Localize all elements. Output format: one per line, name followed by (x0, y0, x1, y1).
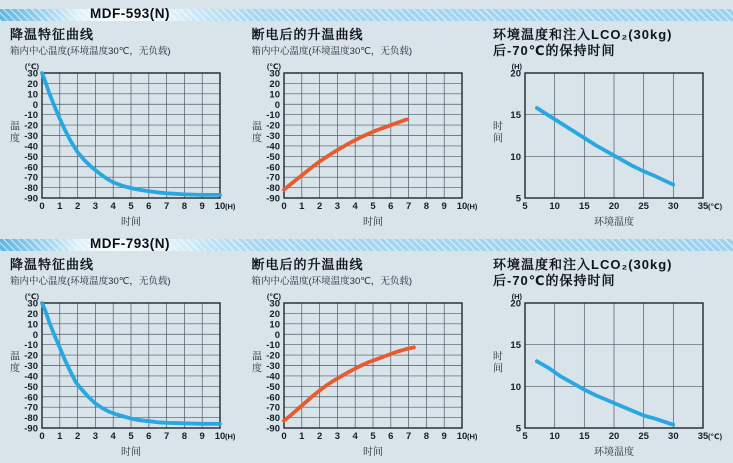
y-tick-label: -50 (265, 151, 280, 163)
x-tick-label: 5 (128, 201, 134, 212)
y-tick-label: 5 (515, 193, 521, 205)
x-tick-label: 30 (668, 431, 679, 442)
x-tick-label: 9 (199, 431, 205, 442)
model-band-793 (0, 236, 733, 251)
x-tick-label: 5 (369, 431, 376, 442)
panel-cooling-793 (8, 257, 244, 461)
y-tick-label: 20 (27, 78, 38, 90)
catalog-page (0, 6, 733, 461)
panel-head (252, 27, 486, 61)
y-tick-label: 20 (268, 78, 280, 90)
x-tick-label: 10 (214, 431, 226, 442)
x-tick-label: 20 (608, 201, 620, 212)
y-tick-label: -50 (24, 151, 38, 163)
y-tick-label: -40 (24, 371, 38, 383)
y-tick-label: -90 (24, 423, 38, 435)
x-axis-title: 时间 (362, 217, 383, 228)
x-tick-label: 10 (456, 431, 467, 442)
x-tick-label: 0 (280, 431, 287, 442)
x-tick-label: 30 (668, 201, 679, 212)
x-axis-unit: (H) (225, 432, 236, 441)
data-curve (284, 347, 414, 420)
x-tick-label: 4 (110, 201, 116, 212)
y-tick-label: -60 (265, 392, 280, 404)
x-axis-unit: (H) (466, 202, 477, 211)
panel-head (10, 257, 244, 291)
y-tick-label: -90 (265, 423, 280, 435)
x-axis-title: 环境温度 (594, 217, 634, 228)
chart-row-593 (0, 27, 733, 231)
x-tick-label: 1 (57, 431, 63, 442)
y-axis-unit: (H) (511, 62, 522, 71)
y-tick-label: 0 (274, 329, 280, 341)
y-tick-label: -30 (24, 361, 38, 372)
x-tick-label: 25 (638, 201, 649, 212)
y-tick-label: -50 (265, 381, 280, 393)
y-tick-label: 15 (510, 340, 521, 352)
x-tick-label: 1 (298, 431, 304, 442)
y-tick-label: 10 (268, 89, 280, 101)
x-axis-unit: (H) (466, 432, 477, 441)
chart-subtitle: 箱内中心温度(环境温度30℃，无负载) (10, 46, 171, 57)
x-tick-label: 10 (549, 431, 560, 442)
model-name-793: MDF-793(N) (90, 236, 171, 251)
y-tick-label: -90 (24, 193, 38, 205)
x-tick-label: 1 (57, 201, 63, 212)
y-axis-unit: (℃) (266, 292, 281, 301)
x-tick-label: 6 (146, 201, 152, 212)
x-axis-unit: (H) (225, 202, 236, 211)
panel-cooling-593 (8, 27, 244, 231)
y-tick-label: -40 (265, 371, 280, 383)
data-curve (284, 119, 407, 189)
x-tick-label: 6 (387, 201, 393, 212)
y-tick-label: 10 (510, 151, 521, 163)
x-tick-label: 9 (441, 201, 447, 212)
panel-holdtime-593 (491, 27, 727, 231)
x-tick-label: 5 (369, 201, 376, 212)
y-tick-label: 30 (268, 68, 280, 80)
x-tick-label: 10 (549, 201, 560, 212)
x-axis-title: 时间 (362, 447, 383, 458)
y-axis-unit: (℃) (266, 62, 281, 71)
y-tick-label: -80 (265, 413, 280, 425)
warming-curve-chart-793 (250, 291, 483, 461)
chart-subtitle: 箱内中心温度(环境温度30℃，无负载) (251, 276, 413, 287)
y-axis-unit: (℃) (24, 292, 39, 301)
y-tick-label: -70 (265, 172, 280, 184)
model-name-593: MDF-593(N) (90, 6, 171, 21)
x-tick-label: 10 (456, 201, 467, 212)
y-tick-label: -80 (24, 183, 38, 195)
chart-title-line2: 后-70℃的保持时间 (493, 43, 616, 58)
x-tick-label: 1 (298, 201, 304, 212)
data-curve (537, 361, 673, 424)
y-tick-label: -60 (24, 162, 38, 174)
y-axis-title: 温度 (10, 121, 20, 145)
x-tick-label: 4 (352, 201, 358, 212)
chart-row-793 (0, 257, 733, 461)
y-tick-label: 10 (27, 89, 38, 101)
chart-subtitle: 箱内中心温度(环境温度30℃，无负载) (10, 276, 171, 287)
chart-title: 断电后的升温曲线 (251, 27, 364, 42)
y-axis-title: 时间 (493, 121, 503, 145)
y-tick-label: 15 (510, 110, 521, 122)
chart-title-line2: 后-70℃的保持时间 (493, 273, 616, 288)
warming-curve-chart-593 (250, 61, 483, 231)
y-tick-label: -20 (265, 120, 280, 132)
y-tick-label: -80 (265, 183, 280, 195)
x-axis-unit: (℃) (708, 432, 723, 441)
y-tick-label: 20 (268, 308, 280, 320)
x-tick-label: 7 (163, 431, 170, 442)
section-mdf-593 (0, 6, 733, 231)
y-tick-label: 20 (510, 298, 521, 310)
y-tick-label: 20 (27, 308, 38, 320)
x-tick-label: 8 (423, 431, 429, 442)
x-tick-label: 0 (39, 431, 45, 442)
cooling-curve-chart-793 (8, 291, 241, 461)
x-tick-label: 7 (163, 201, 170, 212)
y-tick-label: 30 (27, 68, 38, 80)
y-tick-label: -10 (24, 340, 38, 352)
panel-head (10, 27, 244, 61)
x-tick-label: 15 (579, 431, 590, 442)
y-tick-label: -50 (24, 381, 38, 393)
chart-title: 环境温度和注入LCO₂(30kg) (493, 27, 673, 42)
x-tick-label: 4 (110, 431, 116, 442)
y-tick-label: -10 (265, 340, 280, 352)
x-tick-label: 35 (697, 201, 709, 212)
x-tick-label: 8 (423, 201, 429, 212)
panel-head (252, 257, 486, 291)
x-tick-label: 9 (441, 431, 447, 442)
chart-subtitle: 箱内中心温度(环境温度30℃，无负载) (251, 46, 413, 57)
y-tick-label: -40 (24, 141, 38, 153)
x-tick-label: 8 (181, 201, 188, 212)
x-tick-label: 7 (405, 431, 411, 442)
panel-warming-593 (250, 27, 486, 231)
section-mdf-793 (0, 236, 733, 461)
chart-title: 环境温度和注入LCO₂(30kg) (493, 257, 673, 272)
y-tick-label: 20 (510, 68, 521, 80)
y-tick-label: 30 (27, 298, 38, 310)
y-tick-label: -90 (265, 193, 280, 205)
x-tick-label: 4 (352, 431, 358, 442)
y-axis-title: 温度 (10, 351, 20, 375)
y-tick-label: -70 (24, 172, 38, 184)
y-axis-title: 时间 (493, 351, 503, 375)
y-tick-label: -30 (265, 131, 280, 142)
y-tick-label: -40 (265, 141, 280, 153)
x-tick-label: 0 (280, 201, 287, 212)
y-tick-label: -10 (265, 110, 280, 122)
x-tick-label: 10 (214, 201, 226, 212)
x-tick-label: 15 (579, 201, 590, 212)
x-tick-label: 7 (405, 201, 411, 212)
x-tick-label: 2 (316, 431, 322, 442)
y-tick-label: 0 (32, 329, 38, 341)
holdtime-chart-793 (491, 291, 724, 461)
panel-head (493, 257, 727, 291)
holdtime-chart-593 (491, 61, 724, 231)
y-axis-title: 温度 (251, 121, 262, 145)
y-tick-label: -70 (24, 402, 38, 414)
x-tick-label: 9 (199, 201, 205, 212)
chart-title: 断电后的升温曲线 (251, 257, 364, 272)
y-tick-label: -70 (265, 402, 280, 414)
panel-head (493, 27, 727, 61)
y-tick-label: -20 (24, 120, 38, 132)
y-tick-label: -10 (24, 110, 38, 122)
x-tick-label: 0 (39, 201, 45, 212)
panel-holdtime-793 (491, 257, 727, 461)
y-tick-label: -30 (24, 131, 38, 142)
x-tick-label: 2 (74, 201, 81, 212)
y-axis-unit: (H) (511, 292, 522, 301)
x-tick-label: 6 (387, 431, 393, 442)
x-tick-label: 5 (128, 431, 134, 442)
y-tick-label: -60 (24, 392, 38, 404)
cooling-curve-chart-593 (8, 61, 241, 231)
chart-title: 降温特征曲线 (10, 27, 95, 42)
model-band-593 (0, 6, 733, 21)
panel-warming-793 (250, 257, 486, 461)
y-tick-label: -80 (24, 413, 38, 425)
x-tick-label: 2 (74, 431, 81, 442)
x-tick-label: 5 (522, 201, 528, 212)
y-tick-label: 5 (515, 423, 521, 435)
x-axis-title: 环境温度 (594, 447, 634, 458)
y-tick-label: 30 (268, 298, 280, 310)
y-tick-label: 10 (510, 381, 521, 393)
x-tick-label: 25 (638, 431, 649, 442)
x-tick-label: 2 (316, 201, 322, 212)
y-tick-label: 0 (32, 99, 38, 111)
x-axis-unit: (℃) (708, 202, 723, 211)
y-tick-label: -20 (24, 350, 38, 362)
x-tick-label: 6 (146, 431, 152, 442)
data-curve (537, 108, 673, 185)
y-axis-unit: (℃) (24, 62, 39, 71)
y-tick-label: 10 (268, 319, 280, 331)
y-tick-label: 10 (27, 319, 38, 331)
y-tick-label: 0 (274, 99, 280, 111)
y-axis-title: 温度 (251, 351, 262, 375)
x-tick-label: 20 (608, 431, 620, 442)
y-tick-label: -30 (265, 361, 280, 372)
chart-title: 降温特征曲线 (10, 257, 95, 272)
x-axis-title: 时间 (121, 217, 141, 228)
x-tick-label: 5 (522, 431, 528, 442)
y-tick-label: -60 (265, 162, 280, 174)
x-tick-label: 3 (92, 431, 99, 442)
x-tick-label: 3 (334, 431, 340, 442)
x-tick-label: 35 (697, 431, 709, 442)
x-tick-label: 3 (334, 201, 340, 212)
x-tick-label: 8 (181, 431, 188, 442)
x-axis-title: 时间 (121, 447, 141, 458)
y-tick-label: -20 (265, 350, 280, 362)
x-tick-label: 3 (92, 201, 99, 212)
